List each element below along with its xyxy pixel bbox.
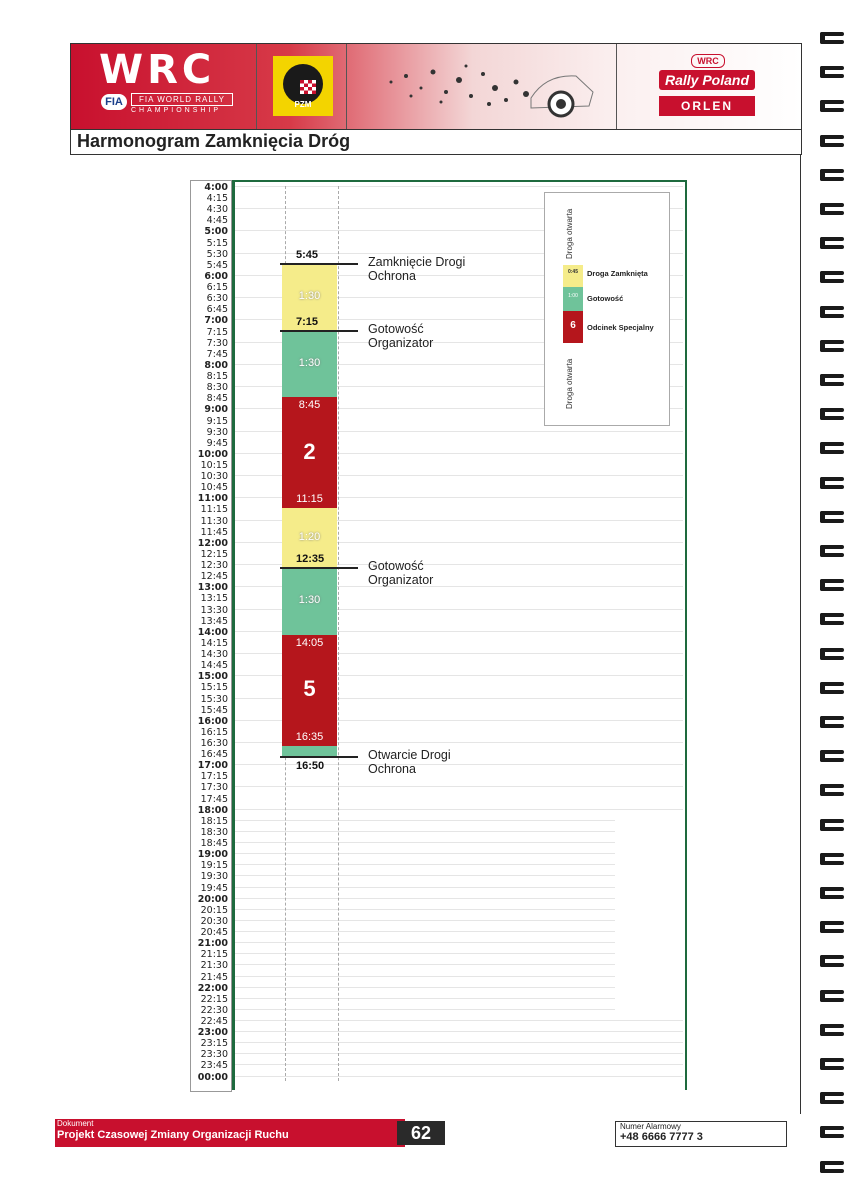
binding-ring [820, 851, 846, 869]
time-tick: 23:30 [200, 1049, 228, 1061]
binding-ring [820, 167, 846, 185]
time-tick: 13:15 [200, 593, 228, 605]
championship-text: CHAMPIONSHIP [131, 107, 222, 114]
marker-time: 7:15 [296, 315, 319, 328]
marker-note: Ochrona [368, 761, 416, 776]
time-tick: 5:15 [206, 237, 228, 249]
wrc-logo: WRC [99, 47, 216, 93]
grid-line [235, 786, 683, 787]
time-tick: 10:15 [200, 460, 228, 471]
time-tick: 19:30 [200, 871, 228, 883]
marker-note: Organizator [368, 572, 434, 587]
binding-ring [820, 440, 846, 458]
page-title: Harmonogram Zamknięcia Dróg [77, 131, 351, 151]
time-tick: 13:45 [200, 615, 228, 627]
time-tick: 17:15 [200, 771, 228, 783]
binding-ring [820, 577, 846, 595]
document-label: Dokument [57, 1119, 94, 1128]
time-tick: 4:45 [206, 215, 228, 227]
time-tick: 14:15 [200, 637, 228, 649]
pzm-label: PZM [294, 100, 312, 109]
time-tick: 21:00 [197, 938, 228, 950]
binding-ring [820, 304, 846, 322]
rally-name: Rally Poland [659, 70, 755, 90]
grid-line [235, 887, 615, 888]
guide-line [338, 186, 339, 1081]
grid-line [235, 1053, 683, 1054]
time-tick: 8:15 [206, 371, 228, 383]
legend-ready-swatch [563, 287, 583, 311]
time-tick: 20:15 [200, 904, 228, 916]
binding-ring [820, 133, 846, 151]
time-tick: 8:00 [204, 359, 228, 371]
time-tick: 18:00 [197, 804, 228, 816]
binding-ring [820, 782, 846, 800]
stage-start-time: 14:05 [295, 636, 324, 649]
block-duration: 1:30 [298, 356, 321, 369]
grid-line [235, 931, 615, 932]
time-tick: 7:45 [206, 348, 228, 360]
fia-banner: FIA WORLD RALLY [131, 93, 233, 106]
page-number: 62 [397, 1121, 445, 1145]
grid-line [235, 920, 615, 921]
time-tick: 16:15 [200, 726, 228, 738]
time-tick: 21:45 [200, 971, 228, 983]
binding-ring [820, 1124, 846, 1142]
time-tick: 11:00 [197, 493, 228, 505]
time-tick: 16:45 [200, 749, 228, 761]
binding-ring [820, 953, 846, 971]
binding-ring [820, 817, 846, 835]
time-tick: 9:00 [204, 404, 228, 416]
chart-right-border [685, 180, 687, 1090]
legend [544, 192, 670, 426]
header-divider [256, 44, 257, 129]
time-tick: 17:30 [200, 782, 228, 794]
header-divider [346, 44, 347, 129]
time-tick: 20:30 [200, 915, 228, 927]
time-tick: 21:15 [200, 949, 228, 961]
special-stage-block [282, 397, 337, 508]
frame-line [800, 154, 801, 1114]
time-tick: 4:15 [206, 193, 228, 205]
binding-ring [820, 543, 846, 561]
marker-time: 5:45 [296, 248, 319, 261]
document-title: Projekt Czasowej Zmiany Organizacji Ruchu [57, 1129, 289, 1141]
time-tick: 23:00 [197, 1027, 228, 1039]
legend-closed-swatch [563, 265, 583, 287]
alarm-number: +48 6666 7777 3 [620, 1131, 703, 1143]
time-tick: 23:15 [200, 1038, 228, 1050]
special-stage-block [282, 635, 337, 746]
binding-ring [820, 235, 846, 253]
time-tick: 8:45 [206, 393, 228, 405]
binding-ring [820, 1159, 846, 1177]
time-tick: 11:15 [200, 504, 228, 516]
time-tick: 15:30 [200, 693, 228, 705]
time-tick: 18:15 [200, 815, 228, 827]
time-tick: 4:30 [206, 204, 228, 216]
time-tick: 15:45 [200, 704, 228, 716]
marker-note: Organizator [368, 335, 434, 350]
binding-ring [820, 269, 846, 287]
marker-time: 16:50 [296, 759, 325, 772]
binding-ring [820, 475, 846, 493]
binding-ring [820, 919, 846, 937]
marker-line [280, 330, 358, 332]
time-tick: 12:30 [200, 560, 228, 572]
marker-line [280, 756, 358, 758]
time-tick: 10:00 [197, 448, 228, 460]
binding-ring [820, 201, 846, 219]
time-tick: 5:00 [204, 226, 228, 238]
rally-car-splash-icon [371, 52, 601, 122]
grid-line [235, 1031, 683, 1032]
time-tick: 6:15 [206, 282, 228, 294]
time-tick: 6:00 [204, 270, 228, 282]
time-tick: 16:00 [197, 715, 228, 727]
grid-line [235, 809, 683, 810]
grid-line [235, 864, 615, 865]
grid-line [235, 186, 683, 187]
time-tick: 16:30 [200, 738, 228, 749]
binding-ring [820, 988, 846, 1006]
checkered-flag-icon [300, 80, 316, 94]
binding-ring [820, 1090, 846, 1108]
time-tick: 17:45 [200, 793, 228, 805]
block-duration: 1:30 [298, 290, 321, 303]
binding-ring [820, 64, 846, 82]
time-tick: 9:15 [206, 415, 228, 427]
stage-start-time: 8:45 [298, 399, 321, 412]
footer-document [55, 1119, 405, 1147]
time-tick: 00:00 [197, 1071, 228, 1083]
grid-line [235, 875, 615, 876]
time-tick: 15:15 [200, 682, 228, 694]
stage-number: 2 [303, 438, 316, 464]
time-tick: 22:45 [200, 1016, 228, 1027]
binding-ring [820, 611, 846, 629]
grid-line [235, 976, 615, 977]
time-tick: 22:00 [197, 982, 228, 994]
rally-wrc-badge: WRC [691, 54, 725, 68]
binding-ring [820, 372, 846, 390]
time-tick: 11:45 [200, 526, 228, 538]
time-tick: 22:30 [200, 1004, 228, 1016]
time-tick: 6:30 [206, 293, 228, 305]
grid-line [235, 1064, 683, 1065]
grid-line [235, 1009, 615, 1010]
time-tick: 7:30 [206, 337, 228, 349]
footer-alarm [615, 1121, 787, 1147]
marker-line [280, 263, 358, 265]
time-tick: 21:30 [200, 960, 228, 972]
time-tick: 13:00 [197, 582, 228, 594]
time-tick: 19:15 [200, 860, 228, 872]
time-tick: 22:15 [200, 993, 228, 1005]
grid-line [235, 1076, 683, 1077]
time-tick: 12:45 [200, 571, 228, 583]
marker-time: 12:35 [296, 552, 325, 565]
time-axis [190, 180, 232, 1092]
time-tick: 10:30 [200, 471, 228, 483]
grid-line [235, 964, 615, 965]
time-tick: 14:00 [197, 626, 228, 638]
legend-stage-label: Odcinek Specjalny [587, 323, 654, 332]
block-duration: 1:20 [298, 531, 321, 544]
binding-ring [820, 1056, 846, 1074]
marker-line [280, 567, 358, 569]
binding-ring [820, 1022, 846, 1040]
legend-open-bottom: Droga otwarta [565, 358, 574, 409]
legend-ready-duration: 1:00 [568, 293, 578, 299]
time-tick: 11:30 [200, 515, 228, 527]
title-bar [70, 128, 802, 155]
grid-line [235, 953, 615, 954]
pzm-logo [273, 56, 333, 116]
road-closure-timeline [190, 180, 688, 1090]
time-tick: 18:45 [200, 838, 228, 850]
marker-note: Gotowość [368, 558, 424, 573]
time-tick: 12:15 [200, 548, 228, 560]
legend-closed-label: Droga Zamknięta [587, 269, 648, 278]
binding-ring [820, 30, 846, 48]
grid-line [235, 853, 615, 854]
header-divider [616, 44, 617, 129]
grid-line [235, 987, 615, 988]
binding-ring [820, 338, 846, 356]
binding-ring [820, 748, 846, 766]
binding-ring [820, 98, 846, 116]
time-tick: 8:30 [206, 382, 228, 394]
marker-note: Otwarcie Drogi [368, 747, 451, 762]
rally-poland-logo [651, 52, 761, 122]
time-tick: 9:30 [206, 426, 228, 438]
grid-line [235, 1020, 683, 1021]
time-tick: 14:30 [200, 649, 228, 661]
time-tick: 7:00 [204, 315, 228, 327]
time-tick: 19:45 [200, 882, 228, 894]
grid-line [235, 820, 615, 821]
grid-line [235, 909, 615, 910]
time-tick: 13:30 [200, 604, 228, 616]
binding-ring [820, 680, 846, 698]
time-tick: 12:00 [197, 537, 228, 549]
time-tick: 5:45 [206, 259, 228, 271]
time-tick: 20:45 [200, 927, 228, 939]
marker-note: Zamknięcie Drogi [368, 254, 466, 269]
ready-block [282, 568, 337, 635]
time-tick: 23:45 [200, 1060, 228, 1072]
time-tick: 7:15 [206, 326, 228, 338]
binding-ring [820, 885, 846, 903]
grid-line [235, 842, 615, 843]
stage-number: 5 [303, 676, 316, 702]
binding-ring [820, 406, 846, 424]
marker-note: Ochrona [368, 268, 416, 283]
time-tick: 20:00 [197, 893, 228, 905]
time-tick: 14:45 [200, 660, 228, 672]
time-tick: 15:00 [197, 671, 228, 683]
fia-badge: FIA [101, 94, 127, 110]
time-tick: 6:45 [206, 304, 228, 316]
sponsor-logo: ORLEN [659, 96, 755, 116]
binding-ring [820, 509, 846, 527]
ready-block [282, 331, 337, 398]
header-banner [70, 43, 802, 130]
time-tick: 5:30 [206, 248, 228, 260]
binding-ring [820, 714, 846, 732]
grid-line [235, 1042, 683, 1043]
legend-open-top: Droga otwarta [565, 208, 574, 259]
legend-stage-number: 6 [570, 320, 576, 331]
grid-line [235, 998, 615, 999]
time-tick: 19:00 [197, 849, 228, 861]
binding-ring [820, 646, 846, 664]
footer [55, 1119, 785, 1147]
alarm-label: Numer Alarmowy [620, 1122, 681, 1131]
time-tick: 10:45 [200, 482, 228, 494]
time-tick: 17:00 [197, 760, 228, 772]
time-tick: 18:30 [200, 826, 228, 838]
block-duration: 1:30 [298, 594, 321, 607]
grid-line [235, 898, 615, 899]
legend-stage-swatch [563, 311, 583, 343]
stage-end-time: 16:35 [295, 730, 324, 743]
pzm-emblem [283, 64, 323, 109]
legend-ready-label: Gotowość [587, 294, 624, 303]
legend-closed-duration: 0:45 [567, 269, 578, 275]
grid-line [235, 831, 615, 832]
time-tick: 9:45 [206, 437, 228, 449]
time-tick: 4:00 [204, 182, 228, 193]
chart-top-border [232, 180, 687, 182]
grid-line [235, 942, 615, 943]
marker-note: Gotowość [368, 321, 424, 336]
stage-end-time: 11:15 [296, 493, 323, 506]
